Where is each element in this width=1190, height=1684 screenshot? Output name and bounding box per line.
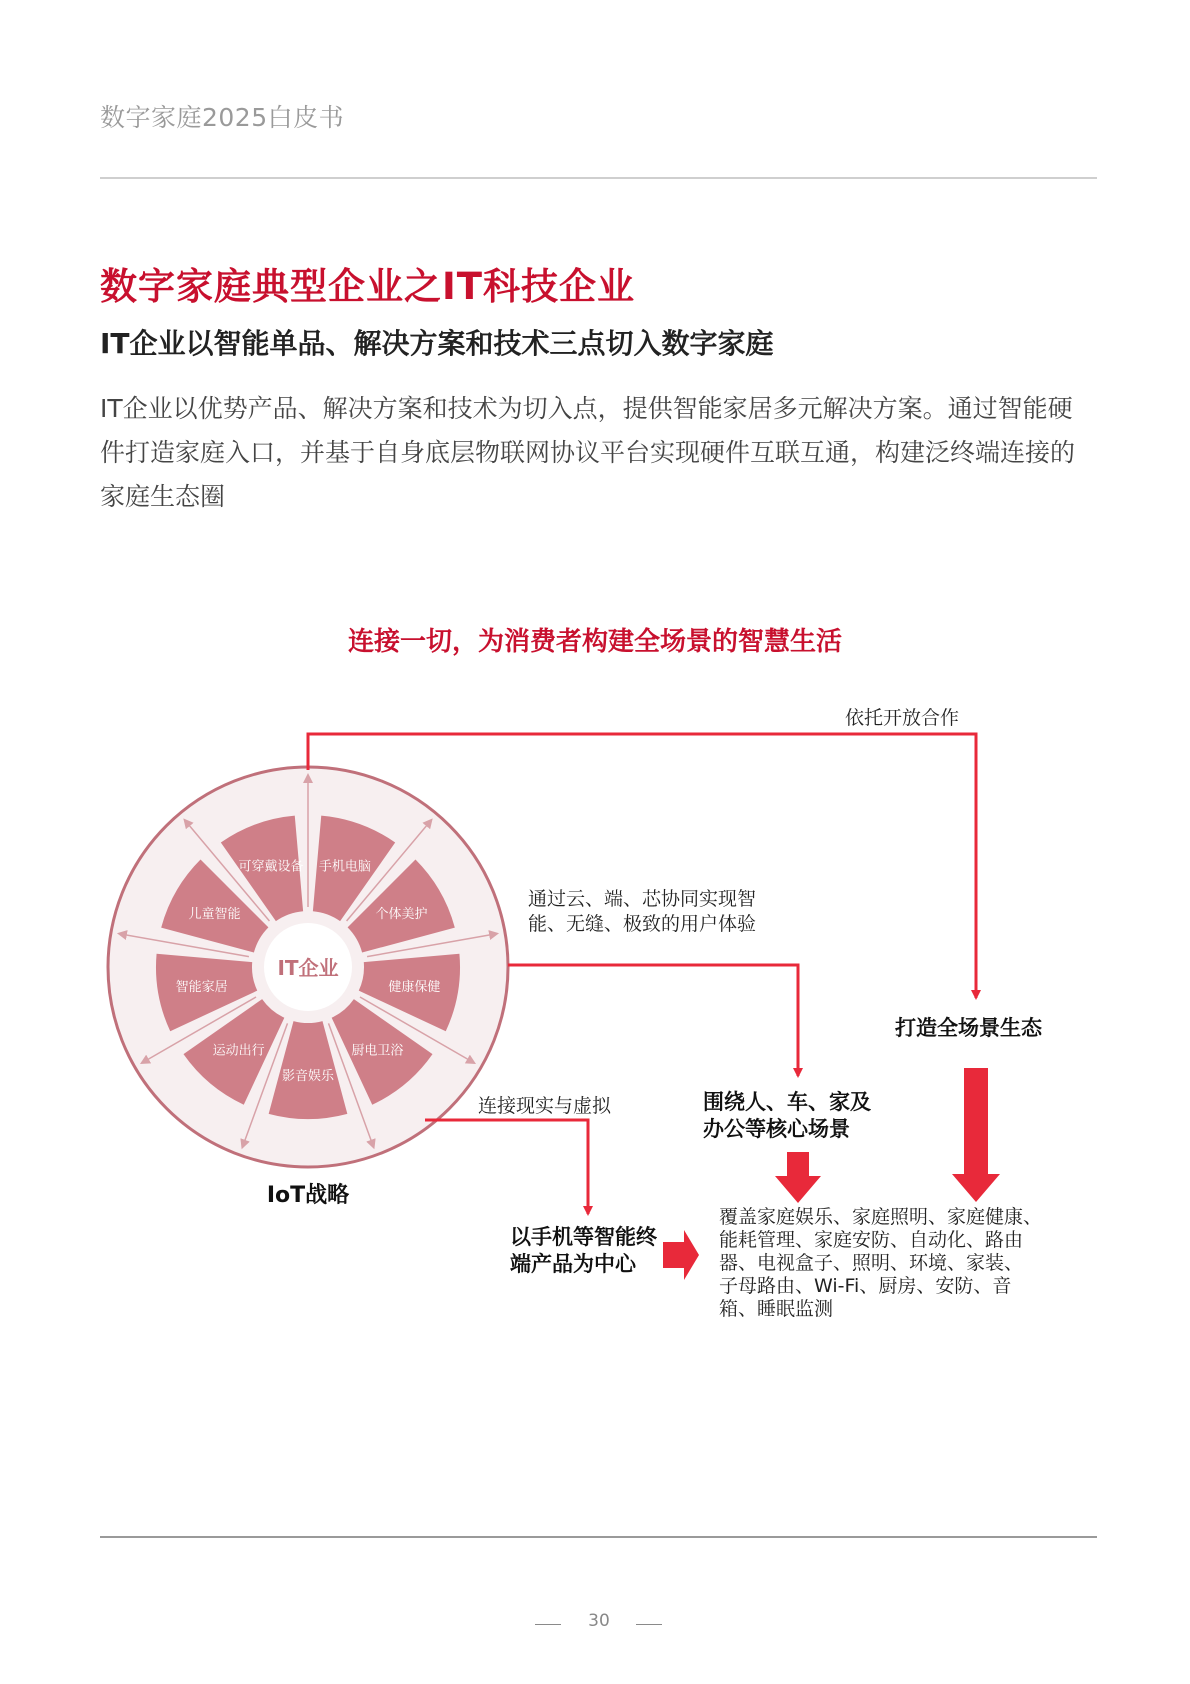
wheel-segment-label: 手机电脑 xyxy=(318,859,371,875)
wheel-segment-label: 儿童智能 xyxy=(188,907,241,922)
phone-centric-label-line2: 端产品为中心 xyxy=(510,1252,636,1276)
cloud-experience-label-line2: 能、无缝、极致的用户体验 xyxy=(528,913,757,935)
cloud-experience-connector xyxy=(508,965,798,1076)
coverage-line: 能耗管理、家庭安防、自动化、路由 xyxy=(719,1229,1024,1251)
header-title: 数字家庭2025白皮书 xyxy=(100,103,345,132)
wheel-segment-label: 影音娱乐 xyxy=(281,1069,335,1084)
footer-divider xyxy=(100,1536,1097,1538)
wheel-segment-label: 可穿戴设备 xyxy=(238,859,304,875)
intro-paragraph: IT企业以优势产品、解决方案和技术为切入点，提供智能家居多元解决方案。通过智能硬件打造家庭入口，并基于自身底层物联网协议平台实现硬件互联互通，构建泛终端连接的家庭生态圈 xyxy=(100,394,1076,511)
page-number: 30 xyxy=(588,1611,610,1631)
phone-centric-label-line1: 以手机等智能终 xyxy=(510,1225,657,1249)
wheel-segment-label: 个体美护 xyxy=(375,907,428,922)
ecosystem-down-arrow xyxy=(952,1068,1000,1202)
footer-dash-left xyxy=(535,1624,561,1625)
wheel-segment-label: 健康保健 xyxy=(388,979,441,995)
page-title: 数字家庭典型企业之IT科技企业 xyxy=(100,265,636,308)
page-subtitle: IT企业以智能单品、解决方案和技术三点切入数字家庭 xyxy=(100,327,774,360)
wheel-center-label: IT企业 xyxy=(277,956,339,980)
core-scenes-label-line1: 围绕人、车、家及 xyxy=(703,1090,871,1114)
core-scenes-label-line2: 办公等核心场景 xyxy=(703,1117,850,1141)
header-divider xyxy=(100,177,1097,179)
coverage-text xyxy=(719,1206,1042,1320)
wheel-segment-label: 运动出行 xyxy=(212,1043,265,1059)
virtual-connection-label: 连接现实与虚拟 xyxy=(478,1095,612,1117)
iot-wheel xyxy=(108,767,508,1167)
scenes-down-arrow xyxy=(775,1152,821,1203)
open-cooperation-label: 依托开放合作 xyxy=(845,707,960,729)
iot-strategy-caption: IoT战略 xyxy=(266,1183,350,1208)
cloud-experience-label-line1: 通过云、端、芯协同实现智 xyxy=(528,888,757,910)
coverage-line: 覆盖家庭娱乐、家庭照明、家庭健康、 xyxy=(719,1206,1043,1228)
virtual-connection-connector xyxy=(425,1120,588,1214)
iot-strategy-diagram xyxy=(0,600,1190,1360)
coverage-line: 箱、睡眠监测 xyxy=(719,1298,834,1320)
wheel-segment-label: 智能家居 xyxy=(175,979,228,995)
coverage-line: 子母路由、Wi-Fi、厨房、安防、音 xyxy=(719,1275,1012,1297)
coverage-line: 器、电视盒子、照明、环境、家装、 xyxy=(719,1252,1024,1274)
footer-dash-right xyxy=(636,1624,662,1625)
diagram-title: 连接一切，为消费者构建全场景的智慧生活 xyxy=(347,627,843,657)
wheel-segment-label: 厨电卫浴 xyxy=(351,1043,404,1059)
ecosystem-label: 打造全场景生态 xyxy=(895,1016,1042,1040)
phone-right-arrow xyxy=(663,1230,699,1280)
